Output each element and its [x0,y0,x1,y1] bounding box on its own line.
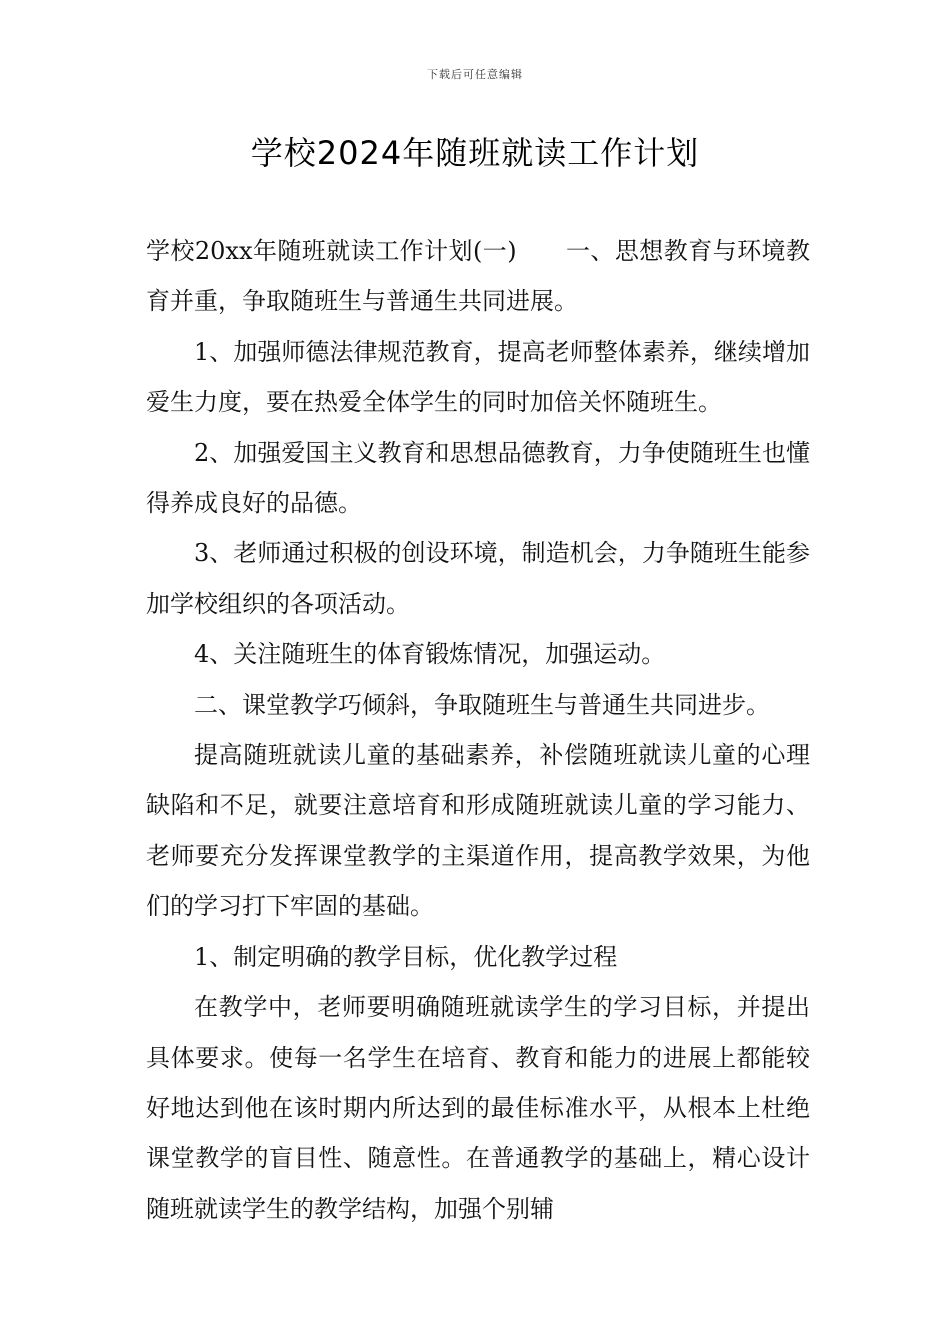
paragraph-item-2: 2、加强爱国主义教育和思想品德教育，力争使随班生也懂得养成良好的品德。 [146,438,810,518]
section-heading-2: 二、课堂教学巧倾斜，争取随班生与普通生共同进步。 [194,690,770,719]
document-title: 学校2024年随班就读工作计划 [250,134,700,172]
paragraph-item-4: 4、关注随班生的体育锻炼情况，加强运动。 [194,640,666,669]
subheading-teaching-goals: 1、制定明确的教学目标，优化教学过程 [194,942,618,971]
paragraph-teaching-goals: 在教学中，老师要明确随班就读学生的学习目标，并提出具体要求。使每一名学生在培育、教育和能力的进展上都能较好地达到他在该时期内所达到的最佳标准水平，从根本上杜绝课堂教学的盲目性、随意性。在普通教学的基础上，精心设计随班就读学生的教学结构，加强个别辅 [146,993,810,1223]
paragraph-item-1: 1、加强师德法律规范教育，提高老师整体素养，继续增加爱生力度，要在热爱全体学生的同时加倍关怀随班生。 [146,337,810,417]
download-note: 下载后可任意编辑 [427,68,523,81]
paragraph-section-2-intro: 提高随班就读儿童的基础素养，补偿随班就读儿童的心理缺陷和不足，就要注意培育和形成随班就读儿童的学习能力、老师要充分发挥课堂教学的主渠道作用，提高教学效果，为他们的学习打下牢固的基础。 [146,741,810,921]
document-body [146,226,810,1234]
paragraph-intro: 学校20xx年随班就读工作计划(一) 一、思想教育与环境教育并重，争取随班生与普通生共同进展。 [146,237,810,316]
paragraph-item-3: 3、老师通过积极的创设环境，制造机会，力争随班生能参加学校组织的各项活动。 [146,539,810,618]
